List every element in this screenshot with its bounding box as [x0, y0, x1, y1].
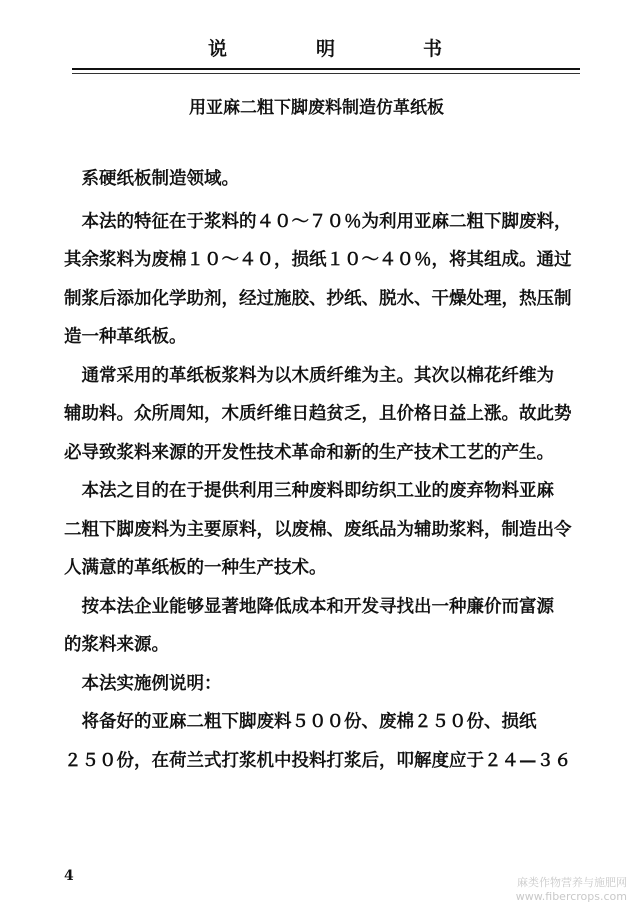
- text-line: 二粗下脚废料为主要原料，以废棉、废纸品为辅助浆料，制造出令: [64, 519, 572, 540]
- text-line: 本法的特征在于浆料的４０～７０％为利用亚麻二粗下脚废料，: [64, 211, 572, 232]
- document-title: 用亚麻二粗下脚废料制造仿革纸板: [189, 98, 444, 118]
- watermark-site-name: 麻类作物营养与施肥网: [517, 876, 627, 889]
- text-line: 其余浆料为废棉１０～４０，损纸１０～４０％，将其组成。通过: [64, 250, 572, 270]
- header-char-1: 说: [208, 38, 228, 60]
- watermark: [516, 876, 627, 904]
- watermark-url: www.fibercrops.com: [515, 890, 627, 903]
- header-title: [0, 34, 633, 62]
- header-char-2: 明: [316, 38, 336, 60]
- text-line: 本法实施例说明：: [64, 673, 222, 694]
- page-number: 4: [64, 868, 74, 884]
- text-line: 必导致浆料来源的开发性技术革命和新的生产技术工艺的产生。: [64, 442, 554, 463]
- text-line: ２５０份，在荷兰式打浆机中投料打浆后，叩解度应于２４—３６: [64, 750, 572, 771]
- text-line: 将备好的亚麻二粗下脚废料５００份、废棉２５０份、损纸: [64, 712, 537, 732]
- text-line: 人满意的革纸板的一种生产技术。: [64, 558, 327, 578]
- text-line: 按本法企业能够显著地降低成本和开发寻找出一种廉价而富源: [64, 596, 554, 617]
- text-line: 辅助料。众所周知，木质纤维日趋贫乏，且价格日益上涨。故此势: [64, 404, 572, 424]
- header-char-3: 书: [423, 38, 443, 60]
- text-line: 制浆后添加化学助剂，经过施胶、抄纸、脱水、干燥处理，热压制: [64, 288, 572, 309]
- text-line: 系硬纸板制造领域。: [64, 169, 239, 189]
- text-line: 本法之目的在于提供利用三种废料即纺织工业的废弃物料亚麻: [64, 481, 554, 501]
- header-rule: [72, 68, 580, 70]
- text-line: 造一种革纸板。: [64, 327, 187, 347]
- header-rule-secondary: [72, 73, 580, 74]
- body-text: [64, 160, 584, 780]
- text-line: 通常采用的革纸板浆料为以木质纤维为主。其次以棉花纤维为: [64, 365, 554, 386]
- text-line: 的浆料来源。: [64, 635, 169, 655]
